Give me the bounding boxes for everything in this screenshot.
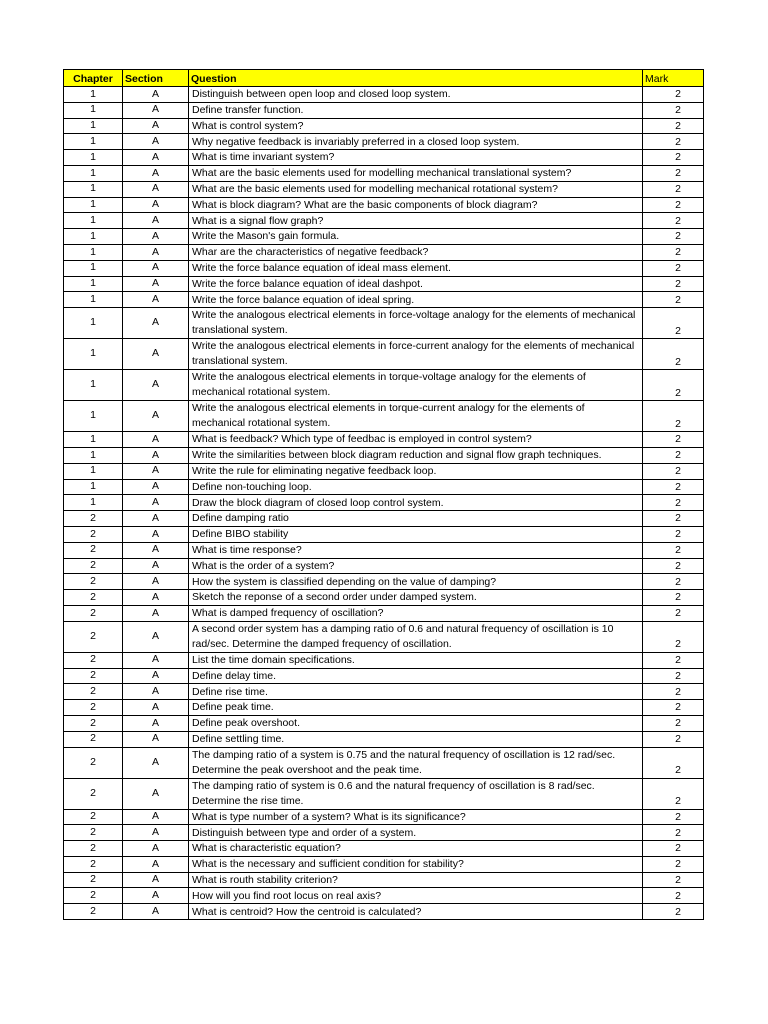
chapter-cell: 2 <box>64 605 123 621</box>
chapter-cell: 2 <box>64 825 123 841</box>
mark-cell: 2 <box>643 308 704 339</box>
section-cell: A <box>123 668 189 684</box>
question-sheet <box>63 69 703 920</box>
chapter-cell: 1 <box>64 370 123 401</box>
section-cell: A <box>123 872 189 888</box>
mark-cell: 2 <box>643 888 704 904</box>
header-chapter: Chapter <box>64 70 123 87</box>
section-cell: A <box>123 841 189 857</box>
chapter-cell: 2 <box>64 872 123 888</box>
section-cell: A <box>123 213 189 229</box>
table-row <box>64 542 704 558</box>
chapter-cell: 2 <box>64 809 123 825</box>
section-cell: A <box>123 574 189 590</box>
question-cell: Define peak overshoot. <box>189 715 643 731</box>
section-cell: A <box>123 825 189 841</box>
section-cell: A <box>123 118 189 134</box>
table-row <box>64 872 704 888</box>
section-cell: A <box>123 495 189 511</box>
chapter-cell: 1 <box>64 134 123 150</box>
question-cell: What are the basic elements used for modelling mechanical rotational system? <box>189 181 643 197</box>
table-row <box>64 700 704 716</box>
mark-cell: 2 <box>643 621 704 652</box>
question-cell: What is centroid? How the centroid is calculated? <box>189 904 643 920</box>
chapter-cell: 2 <box>64 715 123 731</box>
section-cell: A <box>123 526 189 542</box>
mark-cell: 2 <box>643 605 704 621</box>
mark-cell: 2 <box>643 244 704 260</box>
table-row <box>64 590 704 606</box>
question-cell: How will you find root locus on real axis? <box>189 888 643 904</box>
mark-cell: 2 <box>643 700 704 716</box>
chapter-cell: 2 <box>64 574 123 590</box>
mark-cell: 2 <box>643 590 704 606</box>
mark-cell: 2 <box>643 150 704 166</box>
table-body <box>64 87 704 920</box>
table-row <box>64 856 704 872</box>
section-cell: A <box>123 229 189 245</box>
section-cell: A <box>123 700 189 716</box>
chapter-cell: 1 <box>64 150 123 166</box>
question-cell: Sketch the reponse of a second order under damped system. <box>189 590 643 606</box>
chapter-cell: 1 <box>64 244 123 260</box>
table-row <box>64 197 704 213</box>
section-cell: A <box>123 87 189 103</box>
chapter-cell: 1 <box>64 260 123 276</box>
mark-cell: 2 <box>643 526 704 542</box>
question-cell: Define BIBO stability <box>189 526 643 542</box>
chapter-cell: 1 <box>64 432 123 448</box>
table-row <box>64 370 704 401</box>
table-row <box>64 479 704 495</box>
question-cell: What are the basic elements used for modelling mechanical translational system? <box>189 165 643 181</box>
section-cell: A <box>123 463 189 479</box>
table-row <box>64 825 704 841</box>
mark-cell: 2 <box>643 841 704 857</box>
section-cell: A <box>123 888 189 904</box>
mark-cell: 2 <box>643 401 704 432</box>
mark-cell: 2 <box>643 652 704 668</box>
section-cell: A <box>123 339 189 370</box>
table-row <box>64 904 704 920</box>
section-cell: A <box>123 150 189 166</box>
question-cell: Write the analogous electrical elements in torque-current analogy for the elements of mechanical rotational system. <box>189 401 643 432</box>
table-row <box>64 150 704 166</box>
chapter-cell: 2 <box>64 731 123 747</box>
mark-cell: 2 <box>643 292 704 308</box>
chapter-cell: 1 <box>64 495 123 511</box>
mark-cell: 2 <box>643 809 704 825</box>
mark-cell: 2 <box>643 102 704 118</box>
table-row <box>64 574 704 590</box>
mark-cell: 2 <box>643 511 704 527</box>
question-cell: Define damping ratio <box>189 511 643 527</box>
mark-cell: 2 <box>643 904 704 920</box>
table-row <box>64 731 704 747</box>
mark-cell: 2 <box>643 558 704 574</box>
section-cell: A <box>123 165 189 181</box>
section-cell: A <box>123 605 189 621</box>
mark-cell: 2 <box>643 574 704 590</box>
chapter-cell: 1 <box>64 102 123 118</box>
question-cell: Write the Mason's gain formula. <box>189 229 643 245</box>
table-header <box>64 70 704 87</box>
chapter-cell: 1 <box>64 292 123 308</box>
question-cell: What is characteristic equation? <box>189 841 643 857</box>
section-cell: A <box>123 542 189 558</box>
table-row <box>64 652 704 668</box>
section-cell: A <box>123 684 189 700</box>
mark-cell: 2 <box>643 668 704 684</box>
header-question: Question <box>189 70 643 87</box>
section-cell: A <box>123 778 189 809</box>
chapter-cell: 2 <box>64 888 123 904</box>
question-cell: Whar are the characteristics of negative feedback? <box>189 244 643 260</box>
mark-cell: 2 <box>643 432 704 448</box>
question-cell: What is control system? <box>189 118 643 134</box>
mark-cell: 2 <box>643 197 704 213</box>
mark-cell: 2 <box>643 339 704 370</box>
table-row <box>64 526 704 542</box>
section-cell: A <box>123 511 189 527</box>
chapter-cell: 1 <box>64 213 123 229</box>
header-row <box>64 70 704 87</box>
question-cell: List the time domain specifications. <box>189 652 643 668</box>
table-row <box>64 668 704 684</box>
chapter-cell: 1 <box>64 401 123 432</box>
question-cell: Define delay time. <box>189 668 643 684</box>
mark-cell: 2 <box>643 747 704 778</box>
table-row <box>64 308 704 339</box>
mark-cell: 2 <box>643 276 704 292</box>
mark-cell: 2 <box>643 463 704 479</box>
question-cell: Define settling time. <box>189 731 643 747</box>
table-row <box>64 87 704 103</box>
question-cell: What is a signal flow graph? <box>189 213 643 229</box>
mark-cell: 2 <box>643 778 704 809</box>
section-cell: A <box>123 432 189 448</box>
question-cell: Why negative feedback is invariably preferred in a closed loop system. <box>189 134 643 150</box>
section-cell: A <box>123 447 189 463</box>
mark-cell: 2 <box>643 229 704 245</box>
table-row <box>64 401 704 432</box>
chapter-cell: 2 <box>64 511 123 527</box>
question-cell: What is routh stability criterion? <box>189 872 643 888</box>
table-row <box>64 778 704 809</box>
section-cell: A <box>123 197 189 213</box>
chapter-cell: 2 <box>64 558 123 574</box>
mark-cell: 2 <box>643 715 704 731</box>
table-row <box>64 165 704 181</box>
section-cell: A <box>123 181 189 197</box>
mark-cell: 2 <box>643 370 704 401</box>
question-cell: How the system is classified depending on the value of damping? <box>189 574 643 590</box>
chapter-cell: 1 <box>64 447 123 463</box>
question-cell: Define non-touching loop. <box>189 479 643 495</box>
question-cell: Define peak time. <box>189 700 643 716</box>
table-row <box>64 244 704 260</box>
section-cell: A <box>123 621 189 652</box>
chapter-cell: 1 <box>64 276 123 292</box>
question-cell: Write the analogous electrical elements in force-current analogy for the elements of mechanical translational system. <box>189 339 643 370</box>
mark-cell: 2 <box>643 87 704 103</box>
section-cell: A <box>123 401 189 432</box>
chapter-cell: 1 <box>64 479 123 495</box>
chapter-cell: 1 <box>64 229 123 245</box>
section-cell: A <box>123 244 189 260</box>
section-cell: A <box>123 558 189 574</box>
mark-cell: 2 <box>643 213 704 229</box>
question-cell: What is type number of a system? What is its significance? <box>189 809 643 825</box>
section-cell: A <box>123 652 189 668</box>
chapter-cell: 2 <box>64 841 123 857</box>
chapter-cell: 2 <box>64 526 123 542</box>
chapter-cell: 1 <box>64 463 123 479</box>
chapter-cell: 2 <box>64 747 123 778</box>
table-row <box>64 181 704 197</box>
table-row <box>64 715 704 731</box>
chapter-cell: 2 <box>64 904 123 920</box>
chapter-cell: 1 <box>64 87 123 103</box>
question-cell: Write the force balance equation of ideal mass element. <box>189 260 643 276</box>
table-row <box>64 339 704 370</box>
section-cell: A <box>123 260 189 276</box>
mark-cell: 2 <box>643 479 704 495</box>
table-row <box>64 841 704 857</box>
mark-cell: 2 <box>643 731 704 747</box>
question-cell: What is time response? <box>189 542 643 558</box>
table-row <box>64 229 704 245</box>
question-cell: Write the force balance equation of ideal dashpot. <box>189 276 643 292</box>
section-cell: A <box>123 715 189 731</box>
mark-cell: 2 <box>643 447 704 463</box>
section-cell: A <box>123 479 189 495</box>
chapter-cell: 1 <box>64 118 123 134</box>
question-cell: What is feedback? Which type of feedbac is employed in control system? <box>189 432 643 448</box>
question-cell: Write the similarities between block diagram reduction and signal flow graph techniques. <box>189 447 643 463</box>
chapter-cell: 2 <box>64 856 123 872</box>
section-cell: A <box>123 856 189 872</box>
chapter-cell: 2 <box>64 542 123 558</box>
section-cell: A <box>123 308 189 339</box>
chapter-cell: 2 <box>64 778 123 809</box>
question-cell: What is block diagram? What are the basic components of block diagram? <box>189 197 643 213</box>
question-cell: Define rise time. <box>189 684 643 700</box>
table-row <box>64 511 704 527</box>
question-cell: What is the order of a system? <box>189 558 643 574</box>
mark-cell: 2 <box>643 495 704 511</box>
table-row <box>64 558 704 574</box>
chapter-cell: 2 <box>64 684 123 700</box>
table-row <box>64 432 704 448</box>
mark-cell: 2 <box>643 856 704 872</box>
mark-cell: 2 <box>643 542 704 558</box>
chapter-cell: 1 <box>64 197 123 213</box>
section-cell: A <box>123 731 189 747</box>
table-row <box>64 260 704 276</box>
chapter-cell: 1 <box>64 181 123 197</box>
question-cell: Write the analogous electrical elements in force-voltage analogy for the elements of mechanical translational system. <box>189 308 643 339</box>
question-cell: The damping ratio of a system is 0.75 and the natural frequency of oscillation is 12 rad/sec. Determine the peak overshoot and the peak time. <box>189 747 643 778</box>
question-cell: What is time invariant system? <box>189 150 643 166</box>
mark-cell: 2 <box>643 872 704 888</box>
table-row <box>64 102 704 118</box>
question-cell: Write the analogous electrical elements in torque-voltage analogy for the elements of mechanical rotational system. <box>189 370 643 401</box>
table-row <box>64 605 704 621</box>
section-cell: A <box>123 292 189 308</box>
question-cell: What is the necessary and sufficient condition for stability? <box>189 856 643 872</box>
table-row <box>64 118 704 134</box>
table-row <box>64 463 704 479</box>
chapter-cell: 2 <box>64 621 123 652</box>
question-cell: The damping ratio of system is 0.6 and the natural frequency of oscillation is 8 rad/sec. Determine the rise time. <box>189 778 643 809</box>
question-cell: Write the rule for eliminating negative feedback loop. <box>189 463 643 479</box>
mark-cell: 2 <box>643 181 704 197</box>
question-cell: What is damped frequency of oscillation? <box>189 605 643 621</box>
mark-cell: 2 <box>643 118 704 134</box>
question-cell: Define transfer function. <box>189 102 643 118</box>
table-row <box>64 888 704 904</box>
section-cell: A <box>123 102 189 118</box>
mark-cell: 2 <box>643 134 704 150</box>
section-cell: A <box>123 370 189 401</box>
question-cell: Write the force balance equation of ideal spring. <box>189 292 643 308</box>
section-cell: A <box>123 809 189 825</box>
table-row <box>64 213 704 229</box>
mark-cell: 2 <box>643 825 704 841</box>
table-row <box>64 276 704 292</box>
table-row <box>64 495 704 511</box>
section-cell: A <box>123 134 189 150</box>
header-section: Section <box>123 70 189 87</box>
chapter-cell: 2 <box>64 700 123 716</box>
header-mark: Mark <box>643 70 704 87</box>
chapter-cell: 1 <box>64 339 123 370</box>
chapter-cell: 2 <box>64 590 123 606</box>
section-cell: A <box>123 590 189 606</box>
chapter-cell: 1 <box>64 165 123 181</box>
question-cell: A second order system has a damping ratio of 0.6 and natural frequency of oscillation is 10 rad/sec. Determine the damped frequency of oscillation. <box>189 621 643 652</box>
table-row <box>64 134 704 150</box>
table-row <box>64 684 704 700</box>
table-row <box>64 292 704 308</box>
mark-cell: 2 <box>643 165 704 181</box>
table-row <box>64 809 704 825</box>
question-cell: Distinguish between open loop and closed loop system. <box>189 87 643 103</box>
question-table <box>63 69 704 920</box>
question-cell: Distinguish between type and order of a system. <box>189 825 643 841</box>
table-row <box>64 747 704 778</box>
table-row <box>64 447 704 463</box>
table-row <box>64 621 704 652</box>
section-cell: A <box>123 747 189 778</box>
chapter-cell: 2 <box>64 652 123 668</box>
question-cell: Draw the block diagram of closed loop control system. <box>189 495 643 511</box>
mark-cell: 2 <box>643 260 704 276</box>
chapter-cell: 1 <box>64 308 123 339</box>
section-cell: A <box>123 904 189 920</box>
chapter-cell: 2 <box>64 668 123 684</box>
mark-cell: 2 <box>643 684 704 700</box>
section-cell: A <box>123 276 189 292</box>
